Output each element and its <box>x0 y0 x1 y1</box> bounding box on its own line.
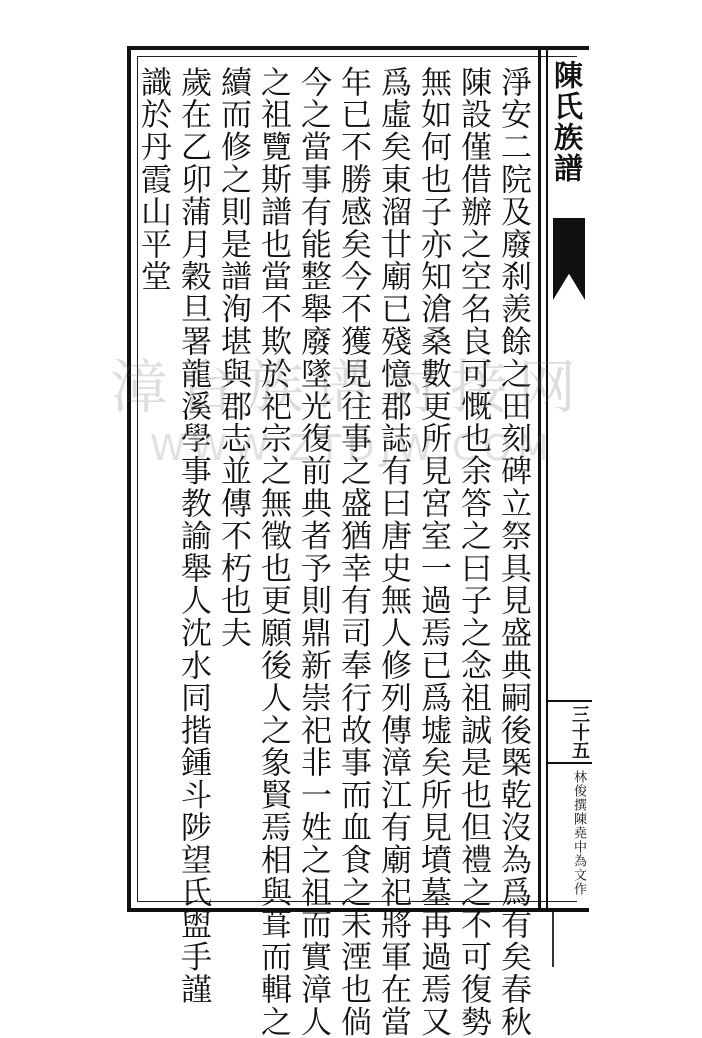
spine-tail <box>552 912 554 967</box>
fold-line <box>538 46 541 912</box>
text-column-8: 續而修之則是譜洵堪與郡志並傳不朽也夫 <box>215 66 251 650</box>
book-title: 陳氏族譜 <box>550 60 584 184</box>
text-column-4: 爲虛矣東溜廿廟已殘憶郡誌有曰唐史無人修列傳漳江有廟祀將軍在當 <box>375 66 411 1038</box>
text-column-7: 之祖覽斯譜也當不欺於祀宗之無徵也更願後人之象賢焉相與葺而輯之 <box>255 66 291 1038</box>
watermark-text: 漳台族谱对接网 <box>110 353 587 421</box>
text-column-5: 年已不勝感矣今不獲見往事之盛猶幸有司奉行故事而血食之未湮也倘 <box>335 66 371 1038</box>
text-column-1: 淨安二院及廢刹羨餘之田刻碑立祭具見盛典嗣後槩乾沒為爲有矣春秋 <box>495 66 531 1038</box>
watermark-url: WWW.ZTDJW.COM <box>150 428 555 469</box>
page-number: 三十五 <box>548 700 592 764</box>
author-note: 林俊撰陳堯中為文作 <box>571 770 586 896</box>
text-column-9: 歲在乙卯蒲月穀旦署龍溪學事教諭舉人沈水同揩鍾斗陟望氏盥手謹 <box>175 66 211 1006</box>
text-column-10: 識於丹霞山平堂 <box>135 66 171 293</box>
text-column-6: 今之當事有能整舉廢墜光復前典者予則鼎新崇祀非一姓之祖而實漳人 <box>295 66 331 1038</box>
text-column-3: 無如何也子亦知滄桑數更所見宮室一過焉已爲墟矣所見墳墓再過焉又 <box>415 66 451 1038</box>
text-column-2: 陳設僅借辦之空名良可慨也余答之曰子之念祖誠是也但禮之不可復勢 <box>455 66 491 1038</box>
